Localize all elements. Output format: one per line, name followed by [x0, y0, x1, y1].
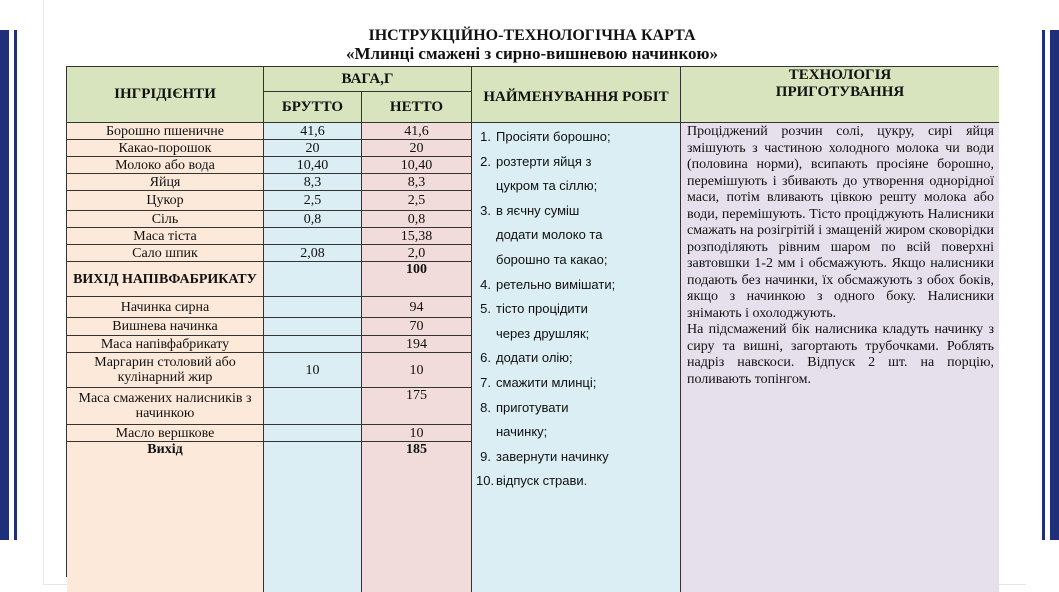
work-step-text: приготувати [496, 399, 569, 415]
gross-column [264, 123, 362, 592]
gross-value [264, 388, 361, 425]
net-value: 2,5 [362, 191, 471, 211]
ingredients-column [67, 123, 264, 592]
net-value: 10 [362, 353, 471, 388]
net-value: 175 [362, 388, 471, 425]
net-value: 41,6 [362, 123, 471, 140]
gross-value [264, 425, 361, 442]
work-step [476, 248, 676, 273]
work-step-number: 3. [480, 202, 491, 218]
gross-value: 10,40 [264, 157, 361, 174]
ingredient-row: Маргарин столовий або кулінарний жир [67, 353, 263, 388]
work-step [476, 322, 676, 347]
ingredient-row: Цукор [67, 191, 263, 211]
header-gross: БРУТТО [264, 92, 362, 123]
net-value: 2,0 [362, 245, 471, 262]
work-step-number [476, 248, 496, 273]
gross-value: 2,08 [264, 245, 361, 262]
gross-value [264, 262, 361, 297]
work-step-text: Просіяти борошно; [496, 129, 611, 144]
net-value: 100 [362, 262, 471, 297]
technology-paragraph: Проціджений розчин солі, цукру, сирі яйця змішують з частиною холодного молока чи води (половина норми), всипають просіяне борошно, перемішують і збивають до утворення однорідної маси, потім вливають цівкою решту молока або води, перемішують. Тісто проціджують Налисники смажать на розігрітій і змащеній жиром сковорідки розподіляють рівним шаром по всій поверхні завтовшки 1-2 мм і обсмажують. Якщо налисники подають без начинки, їх обсмажують з обох боків, якщо з начинкою з одного боку. Налисники знімають і охолоджують. [687, 124, 994, 321]
gross-value [264, 318, 361, 336]
work-step [476, 223, 676, 248]
work-step-number: 8. [480, 399, 491, 415]
ingredient-row: Масло вершкове [67, 425, 263, 442]
work-step-text: завернути начинку [496, 448, 609, 464]
net-value: 94 [362, 297, 471, 318]
header-weight: ВАГА,Г [264, 67, 472, 92]
net-value: 10,40 [362, 157, 471, 174]
work-step [476, 445, 676, 470]
ingredient-row: Начинка сирна [67, 297, 263, 318]
gross-value: 8,3 [264, 174, 361, 191]
work-step [476, 371, 676, 396]
gross-value [264, 442, 361, 459]
work-step-text: через друшляк; [496, 325, 590, 341]
work-step [476, 420, 676, 445]
left-border-decoration [0, 30, 9, 540]
header-ingredients: ІНГРІДІЄНТИ [67, 67, 264, 123]
work-step-text: тісто процідити [496, 301, 588, 317]
work-step-text: розтерти яйця з [496, 153, 592, 169]
work-step [476, 150, 676, 175]
works-column [472, 123, 681, 592]
net-value: 70 [362, 318, 471, 336]
technology-paragraph: На підсмажений бік налисника кладуть начинку з сиру та вишні, загортають трубочками. Роблять надріз навскоси. Відпуск 2 шт. на порцію, поливають топінгом. [687, 322, 994, 387]
ingredient-row: Маса напівфабрикату [67, 336, 263, 353]
recipe-card-table [66, 66, 998, 577]
work-step-number: 4. [480, 276, 491, 292]
ingredient-row: Молоко або вода [67, 157, 263, 174]
work-step [476, 346, 676, 371]
gross-value [264, 336, 361, 353]
work-step [476, 199, 676, 224]
gross-value: 2,5 [264, 191, 361, 211]
work-step-number [476, 420, 496, 445]
work-step [476, 396, 676, 421]
work-step-number: 10. [476, 473, 495, 489]
work-step-number: 6. [480, 350, 491, 366]
work-step-number [476, 223, 496, 248]
right-border-decoration [1050, 30, 1059, 540]
ingredient-row: ВИХІД НАПІВФАБРИКАТУ [67, 262, 263, 297]
gross-value: 0,8 [264, 211, 361, 228]
page-title: ІНСТРУКЦІЙНО-ТЕХНОЛОГІЧНА КАРТА [368, 27, 696, 44]
ingredient-row: Вишнева начинка [67, 318, 263, 336]
work-step-text: додати молоко та [496, 227, 603, 243]
net-value: 10 [362, 425, 471, 442]
work-step-number [476, 322, 496, 347]
slide-frame-edge [43, 0, 44, 585]
net-value: 0,8 [362, 211, 471, 228]
ingredient-row: Яйця [67, 174, 263, 191]
work-step-number [476, 174, 496, 199]
work-step-number: 7. [480, 374, 491, 390]
work-step-text: додати олію; [496, 350, 573, 366]
net-column [362, 123, 472, 592]
work-step [476, 469, 676, 494]
gross-value: 41,6 [264, 123, 361, 140]
net-value: 15,38 [362, 228, 471, 245]
technology-column [681, 123, 999, 592]
work-step [476, 174, 676, 199]
work-step-text: ретельно вимішати; [496, 276, 616, 292]
header-technology: ТЕХНОЛОГІЯ ПРИГОТУВАННЯ [681, 67, 999, 123]
work-step-text: цукром та сіллю; [496, 178, 598, 194]
ingredient-row: Маса смажених налисників з начинкою [67, 388, 263, 425]
ingredient-row: Сіль [67, 211, 263, 228]
work-step-text: в яєчну суміш [496, 202, 580, 218]
gross-value [264, 297, 361, 318]
work-step-text: борошно та какао; [496, 251, 608, 267]
gross-value: 20 [264, 140, 361, 157]
net-value: 20 [362, 140, 471, 157]
ingredient-row: Какао-порошок [67, 140, 263, 157]
work-step-number: 2. [480, 153, 491, 169]
header-works: НАЙМЕНУВАННЯ РОБІТ [472, 67, 681, 123]
work-step-text: відпуск страви. [496, 473, 588, 489]
technology-text [681, 123, 999, 388]
ingredient-row: Борошно пшеничне [67, 123, 263, 140]
net-value: 194 [362, 336, 471, 353]
work-step [476, 297, 676, 322]
work-step-number: 5. [480, 301, 491, 317]
work-step [476, 125, 676, 150]
ingredient-row: Сало шпик [67, 245, 263, 262]
page-subtitle: «Млинці смажені з сирно-вишневою начинкою» [345, 44, 719, 63]
gross-value: 10 [264, 353, 361, 388]
work-step [476, 273, 676, 298]
header-net: НЕТТО [362, 92, 472, 123]
work-step-number: 1. [480, 129, 491, 144]
ingredient-row: Маса тіста [67, 228, 263, 245]
work-step-number: 9. [480, 448, 491, 464]
work-step-text: начинку; [496, 424, 548, 440]
works-list [472, 123, 680, 494]
gross-value [264, 228, 361, 245]
ingredient-row: Вихід [147, 442, 183, 457]
work-step-text: смажити млинці; [496, 374, 597, 390]
net-value: 8,3 [362, 174, 471, 191]
net-value: 185 [406, 442, 427, 457]
